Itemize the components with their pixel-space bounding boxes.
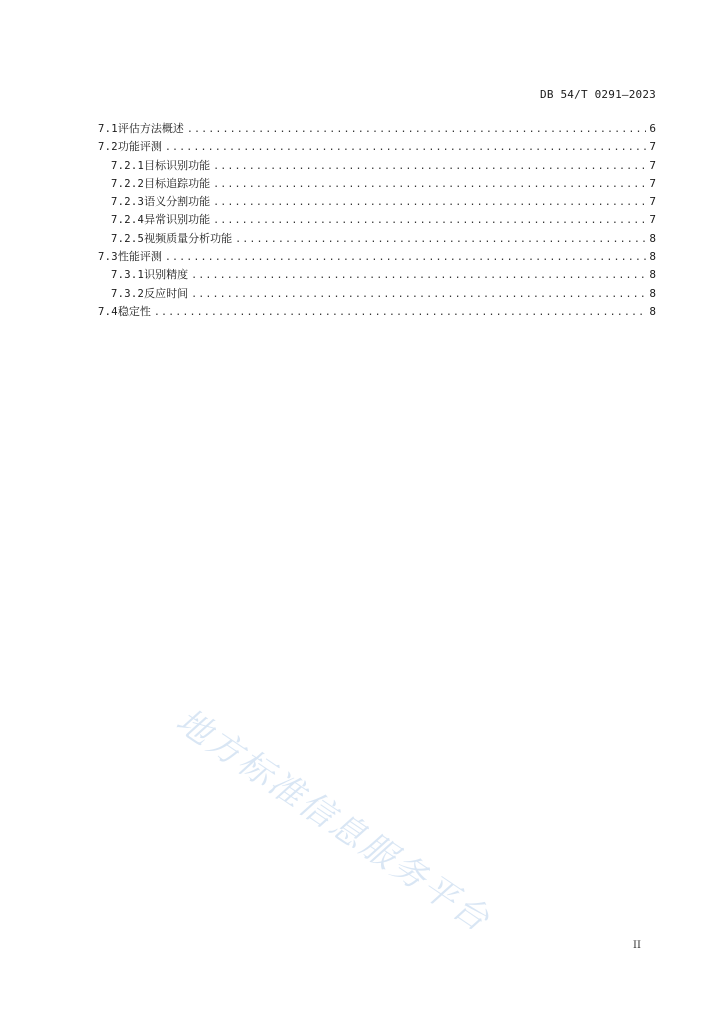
toc-entry-7-3-2[interactable] xyxy=(98,285,656,303)
dot-leader xyxy=(187,121,647,139)
dot-leader xyxy=(165,139,647,157)
toc-page-number: 6 xyxy=(649,122,656,135)
toc-page-number: 7 xyxy=(649,176,656,190)
toc-number: 7.2.5 xyxy=(111,232,145,245)
toc-number: 7.4 xyxy=(98,305,118,318)
dot-leader xyxy=(213,158,646,176)
toc-number: 7.3 xyxy=(98,251,118,264)
toc-number: 7.2.2 xyxy=(111,177,145,190)
toc-title: 反应时间 xyxy=(144,286,189,300)
toc-entry-7-3-1[interactable] xyxy=(98,266,656,284)
toc-page-number: 8 xyxy=(649,231,656,245)
dot-leader xyxy=(165,249,647,267)
toc-title: 功能评测 xyxy=(117,140,162,154)
toc-title: 识别精度 xyxy=(144,268,189,282)
toc-entry-7-2-1[interactable] xyxy=(98,157,656,175)
dot-leader xyxy=(213,194,646,212)
toc-number: 7.3.1 xyxy=(111,269,145,282)
toc-title: 目标追踪功能 xyxy=(144,176,211,190)
toc-page-number: 7 xyxy=(649,195,656,209)
toc-page-number: 7 xyxy=(649,158,656,172)
dot-leader xyxy=(154,304,647,322)
toc-entry-7-2-3[interactable] xyxy=(98,193,656,211)
toc-title: 评估方法概述 xyxy=(117,122,184,135)
toc-page-number: 8 xyxy=(649,286,656,300)
watermark: 地方标准信息服务平台 xyxy=(168,700,498,941)
toc-page-number: 8 xyxy=(649,250,656,264)
toc-title: 异常识别功能 xyxy=(144,213,211,227)
toc-title: 目标识别功能 xyxy=(144,158,211,172)
toc-title: 性能评测 xyxy=(117,250,162,264)
toc-number: 7.2.3 xyxy=(111,196,145,209)
dot-leader xyxy=(235,231,646,249)
toc-entry-7-1[interactable] xyxy=(98,120,656,138)
dot-leader xyxy=(191,267,646,285)
dot-leader xyxy=(191,286,646,304)
toc-entry-7-3[interactable] xyxy=(98,248,656,266)
standard-code: DB 54/T 0291—2023 xyxy=(540,88,656,101)
page-number: II xyxy=(633,940,641,951)
toc-entry-7-2[interactable] xyxy=(98,138,656,156)
toc-entry-7-2-5[interactable] xyxy=(98,230,656,248)
toc-number: 7.2.1 xyxy=(111,159,145,172)
dot-leader xyxy=(213,212,646,230)
toc-entry-7-2-2[interactable] xyxy=(98,175,656,193)
toc-page-number: 8 xyxy=(649,304,656,318)
table-of-contents xyxy=(98,120,656,321)
toc-title: 稳定性 xyxy=(117,304,151,318)
dot-leader xyxy=(213,176,646,194)
toc-entry-7-4[interactable] xyxy=(98,303,656,321)
toc-title: 视频质量分析功能 xyxy=(144,231,233,245)
toc-entry-7-2-4[interactable] xyxy=(98,211,656,229)
toc-number: 7.2 xyxy=(98,141,118,154)
toc-page-number: 7 xyxy=(649,140,656,154)
toc-number: 7.3.2 xyxy=(111,287,145,300)
toc-page-number: 7 xyxy=(649,213,656,227)
toc-title: 语义分割功能 xyxy=(144,195,211,209)
toc-number: 7.2.4 xyxy=(111,214,145,227)
toc-page-number: 8 xyxy=(649,268,656,282)
toc-number: 7.1 xyxy=(98,123,118,135)
